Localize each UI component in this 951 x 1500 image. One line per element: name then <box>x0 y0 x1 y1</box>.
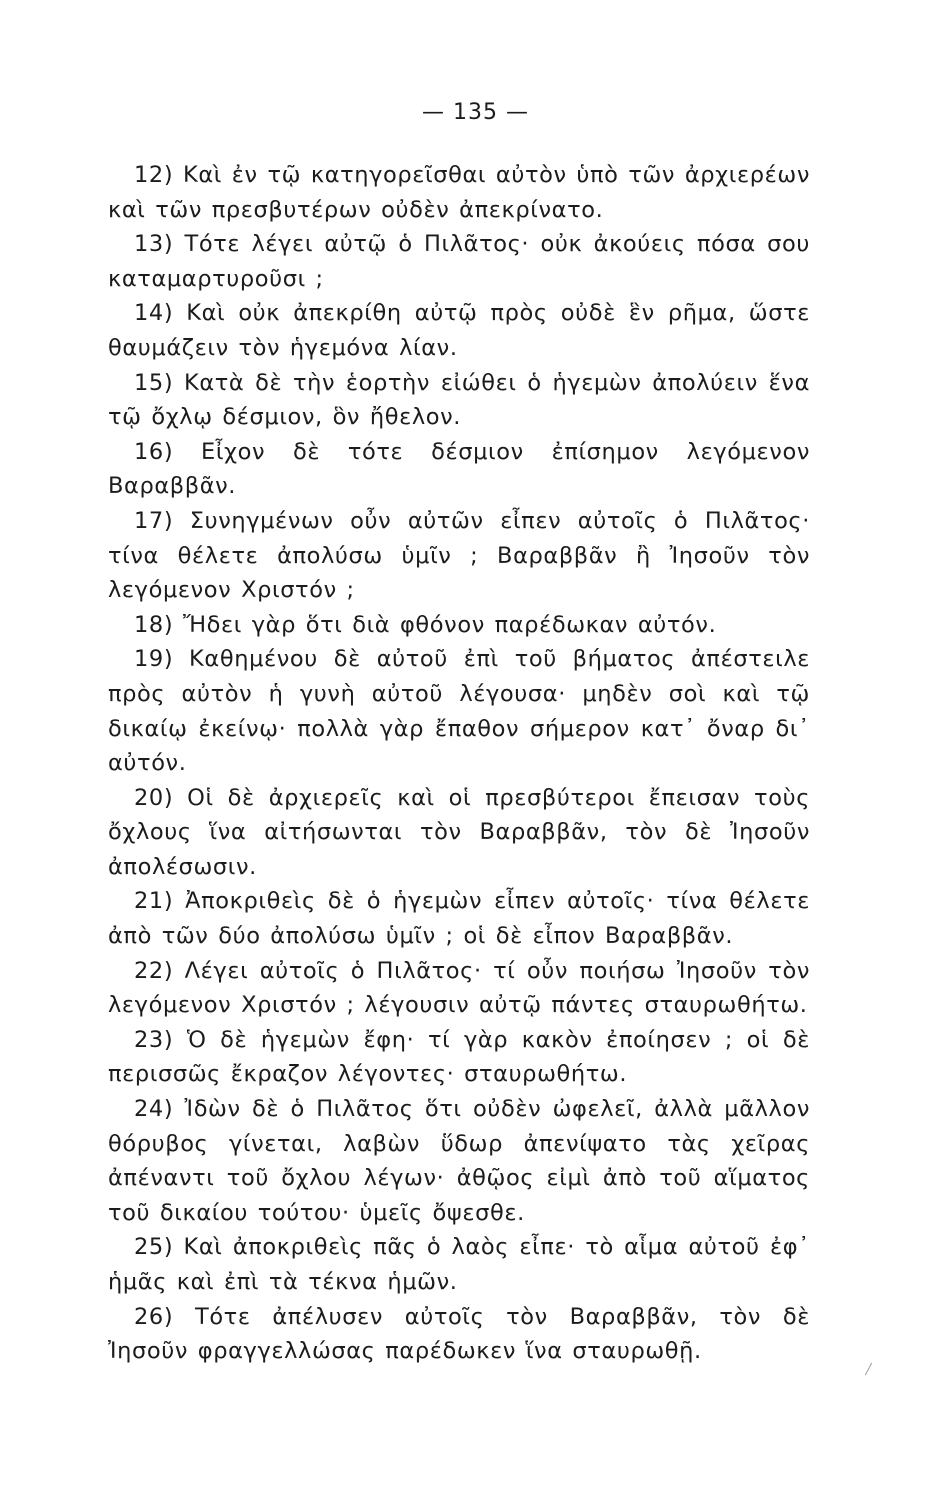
verse-22: 22) Λέγει αὐτοῖς ὁ Πιλᾶτος· τί οὖν ποιήσω Ἰησοῦν τὸν λεγόμενον Χριστόν ; λέγουσιν αὐτῷ πάντες σταυρωθήτω. <box>108 957 810 1019</box>
verse-19: 19) Καθημένου δὲ αὐτοῦ ἐπὶ τοῦ βήματος ἀπέστειλε πρὸς αὐτὸν ἡ γυνὴ αὐτοῦ λέγουσα· μηδὲν σοὶ καὶ τῷ δικαίῳ ἐκείνῳ· πολλὰ γὰρ ἔπαθον σήμερον κατ᾿ ὄναρ δι᾿ αὐτόν. <box>108 646 810 777</box>
verse-12: 12) Καὶ ἐν τῷ κατηγορεῖσθαι αὐτὸν ὑπὸ τῶν ἀρχιερέων καὶ τῶν πρεσβυτέρων οὐδὲν ἀπεκρίνατο. <box>108 162 810 223</box>
scripture-text <box>108 158 810 1369</box>
page-number: — 135 — <box>422 100 529 125</box>
verse-23: 23) Ὁ δὲ ἡγεμὼν ἔφη· τί γὰρ κακὸν ἐποίησεν ; οἱ δὲ περισσῶς ἔκραζον λέγοντες· σταυρωθήτω. <box>108 1026 810 1088</box>
scan-mark <box>865 1363 872 1376</box>
verse-15: 15) Κατὰ δὲ τὴν ἑορτὴν εἰώθει ὁ ἡγεμὼν ἀπολύειν ἕνα τῷ ὄχλῳ δέσμιον, ὃν ἤθελον. <box>108 369 810 431</box>
verse-13: 13) Τότε λέγει αὐτῷ ὁ Πιλᾶτος· οὐκ ἀκούεις πόσα σου καταμαρτυροῦσι ; <box>108 231 810 292</box>
verse-18: 18) Ἤδει γὰρ ὅτι διὰ φθόνον παρέδωκαν αὐτόν. <box>134 611 717 638</box>
verse-17: 17) Συνηγμένων οὖν αὐτῶν εἶπεν αὐτοῖς ὁ Πιλᾶτος· τίνα θέλετε ἀπολύσω ὑμῖν ; Βαραββᾶν ἢ Ἰησοῦν τὸν λεγόμενον Χριστόν ; <box>108 507 810 604</box>
verse-20: 20) Οἱ δὲ ἀρχιερεῖς καὶ οἱ πρεσβύτεροι ἔπεισαν τοὺς ὄχλους ἵνα αἰτήσωνται τὸν Βαραββᾶν, τὸν δὲ Ἰησοῦν ἀπολέσωσιν. <box>108 784 810 880</box>
verse-14: 14) Καὶ οὐκ ἀπεκρίθη αὐτῷ πρὸς οὐδὲ ἓν ρῆμα, ὥστε θαυμάζειν τὸν ἡγεμόνα λίαν. <box>108 300 810 361</box>
verse-24: 24) Ἰδὼν δὲ ὁ Πιλᾶτος ὅτι οὐδὲν ὠφελεῖ, ἀλλὰ μᾶλλον θόρυβος γίνεται, λαβὼν ὕδωρ ἀπενίψατο τὰς χεῖρας ἀπέναντι τοῦ ὄχλου λέγων· ἀθῷος εἰμὶ ἀπὸ τοῦ αἵματος τοῦ δικαίου τούτου· ὑμεῖς ὄψεσθε. <box>108 1096 810 1226</box>
verse-25: 25) Καὶ ἀποκριθεὶς πᾶς ὁ λαὸς εἶπε· τὸ αἷμα αὐτοῦ ἐφ᾿ ἡμᾶς καὶ ἐπὶ τὰ τέκνα ἡμῶν. <box>108 1234 810 1295</box>
verse-26: 26) Τότε ἀπέλυσεν αὐτοῖς τὸν Βαραββᾶν, τὸν δὲ Ἰησοῦν φραγγελλώσας παρέδωκεν ἵνα σταυρωθῇ. <box>108 1303 810 1365</box>
verse-21: 21) Ἀποκριθεὶς δὲ ὁ ἡγεμὼν εἶπεν αὐτοῖς· τίνα θέλετε ἀπὸ τῶν δύο ἀπολύσω ὑμῖν ; οἱ δὲ εἶπον Βαραββᾶν. <box>108 888 810 950</box>
verse-16: 16) Εἶχον δὲ τότε δέσμιον ἐπίσημον λεγόμενον Βαραββᾶν. <box>108 438 810 500</box>
